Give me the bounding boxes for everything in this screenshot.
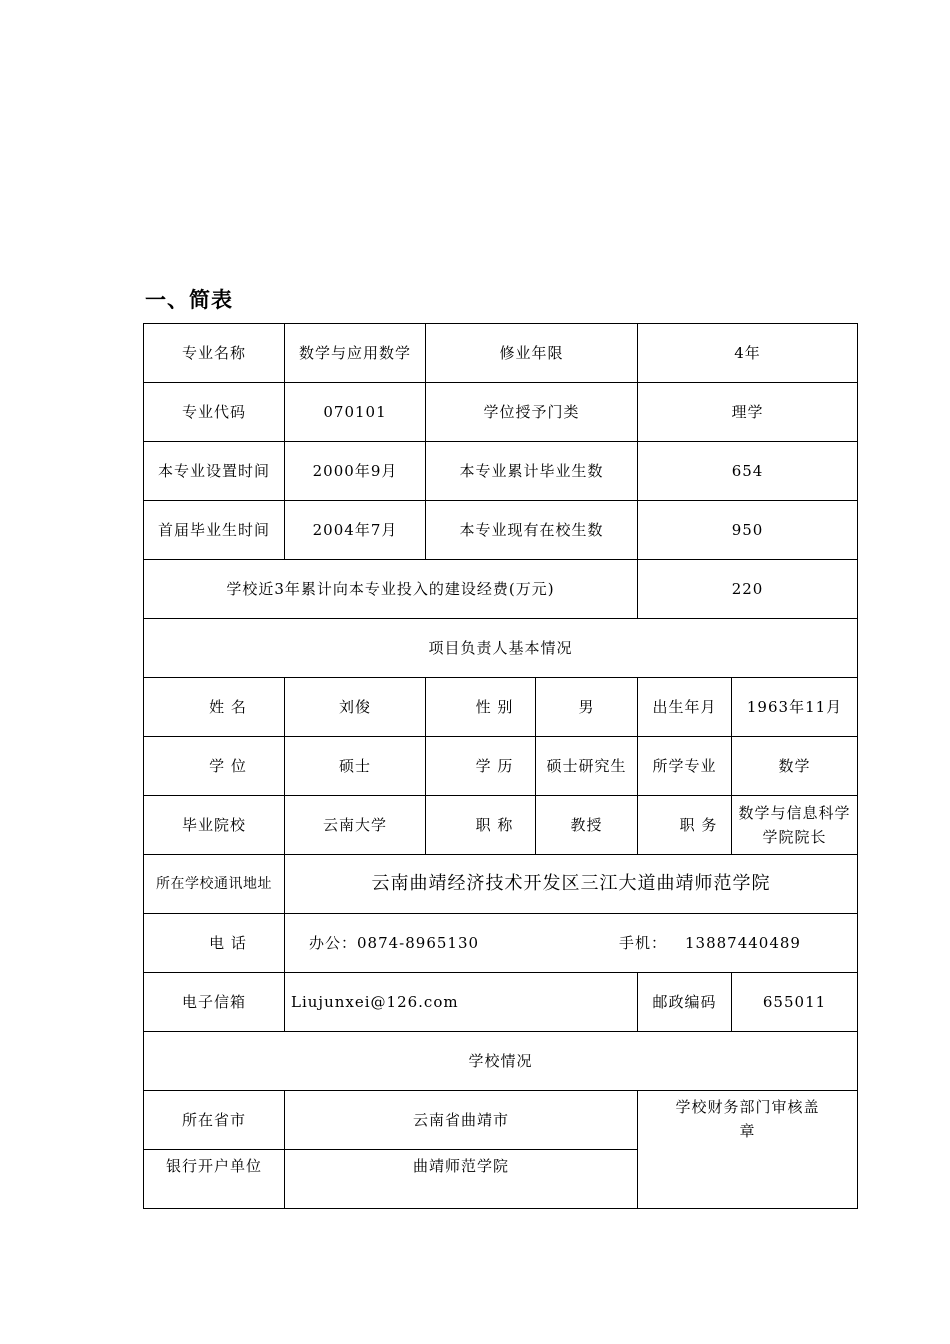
education-value: 硕士研究生 [536,737,638,796]
address-label: 所在学校通讯地址 [144,855,285,914]
setup-time-value: 2000年9月 [285,442,426,501]
title-value: 教授 [536,796,638,855]
section-heading: 一、简表 [145,288,233,312]
bank-label: 银行开户单位 [144,1150,285,1209]
mobile-label: 手机： [619,934,668,952]
major-name-value: 数学与应用数学 [285,324,426,383]
total-graduates-value: 654 [638,442,858,501]
gender-label: 性 别 [426,678,536,737]
table-row [144,501,858,560]
birth-value: 1963年11月 [732,678,858,737]
table-row [144,560,858,619]
mobile-value: 13887440489 [685,934,801,952]
postcode-value: 655011 [732,973,858,1032]
table-row [144,914,858,973]
school-label: 毕业院校 [144,796,285,855]
summary-form-table [143,323,858,1209]
current-students-label: 本专业现有在校生数 [426,501,638,560]
email-value: Liujunxei@126.com [285,973,638,1032]
finance-stamp-box: 学校财务部门审核盖章 [638,1091,858,1209]
setup-time-label: 本专业设置时间 [144,442,285,501]
total-graduates-label: 本专业累计毕业生数 [426,442,638,501]
address-value: 云南曲靖经济技术开发区三江大道曲靖师范学院 [285,855,858,914]
degree-type-label: 学位授予门类 [426,383,638,442]
postcode-label: 邮政编码 [638,973,732,1032]
first-grad-value: 2004年7月 [285,501,426,560]
table-row [144,796,858,855]
table-row [144,678,858,737]
table-row [144,1032,858,1091]
funding-label: 学校近3年累计向本专业投入的建设经费(万元) [144,560,638,619]
province-value: 云南省曲靖市 [285,1091,638,1150]
school-value: 云南大学 [285,796,426,855]
province-label: 所在省市 [144,1091,285,1150]
table-row [144,442,858,501]
degree-label: 学 位 [144,737,285,796]
major-name-label: 专业名称 [144,324,285,383]
first-grad-label: 首届毕业生时间 [144,501,285,560]
bank-value: 曲靖师范学院 [285,1150,638,1209]
table-row [144,619,858,678]
phone-cell [285,914,858,973]
degree-value: 硕士 [285,737,426,796]
years-label: 修业年限 [426,324,638,383]
table-row [144,1091,858,1150]
name-value: 刘俊 [285,678,426,737]
name-label: 姓 名 [144,678,285,737]
table-row [144,324,858,383]
current-students-value: 950 [638,501,858,560]
phone-label: 电 话 [144,914,285,973]
major-code-value: 070101 [285,383,426,442]
birth-label: 出生年月 [638,678,732,737]
table-row [144,383,858,442]
post-label: 职 务 [638,796,732,855]
field-value: 数学 [732,737,858,796]
education-label: 学 历 [426,737,536,796]
table-row [144,737,858,796]
field-label: 所学专业 [638,737,732,796]
major-code-label: 专业代码 [144,383,285,442]
years-value: 4年 [638,324,858,383]
table-row [144,855,858,914]
gender-value: 男 [536,678,638,737]
school-section-title: 学校情况 [144,1032,858,1091]
table-row [144,973,858,1032]
title-label: 职 称 [426,796,536,855]
email-label: 电子信箱 [144,973,285,1032]
degree-type-value: 理学 [638,383,858,442]
post-value: 数学与信息科学学院院长 [732,796,858,855]
funding-value: 220 [638,560,858,619]
office-phone: 办公：0874-8965130 [309,934,480,952]
leader-section-title: 项目负责人基本情况 [144,619,858,678]
